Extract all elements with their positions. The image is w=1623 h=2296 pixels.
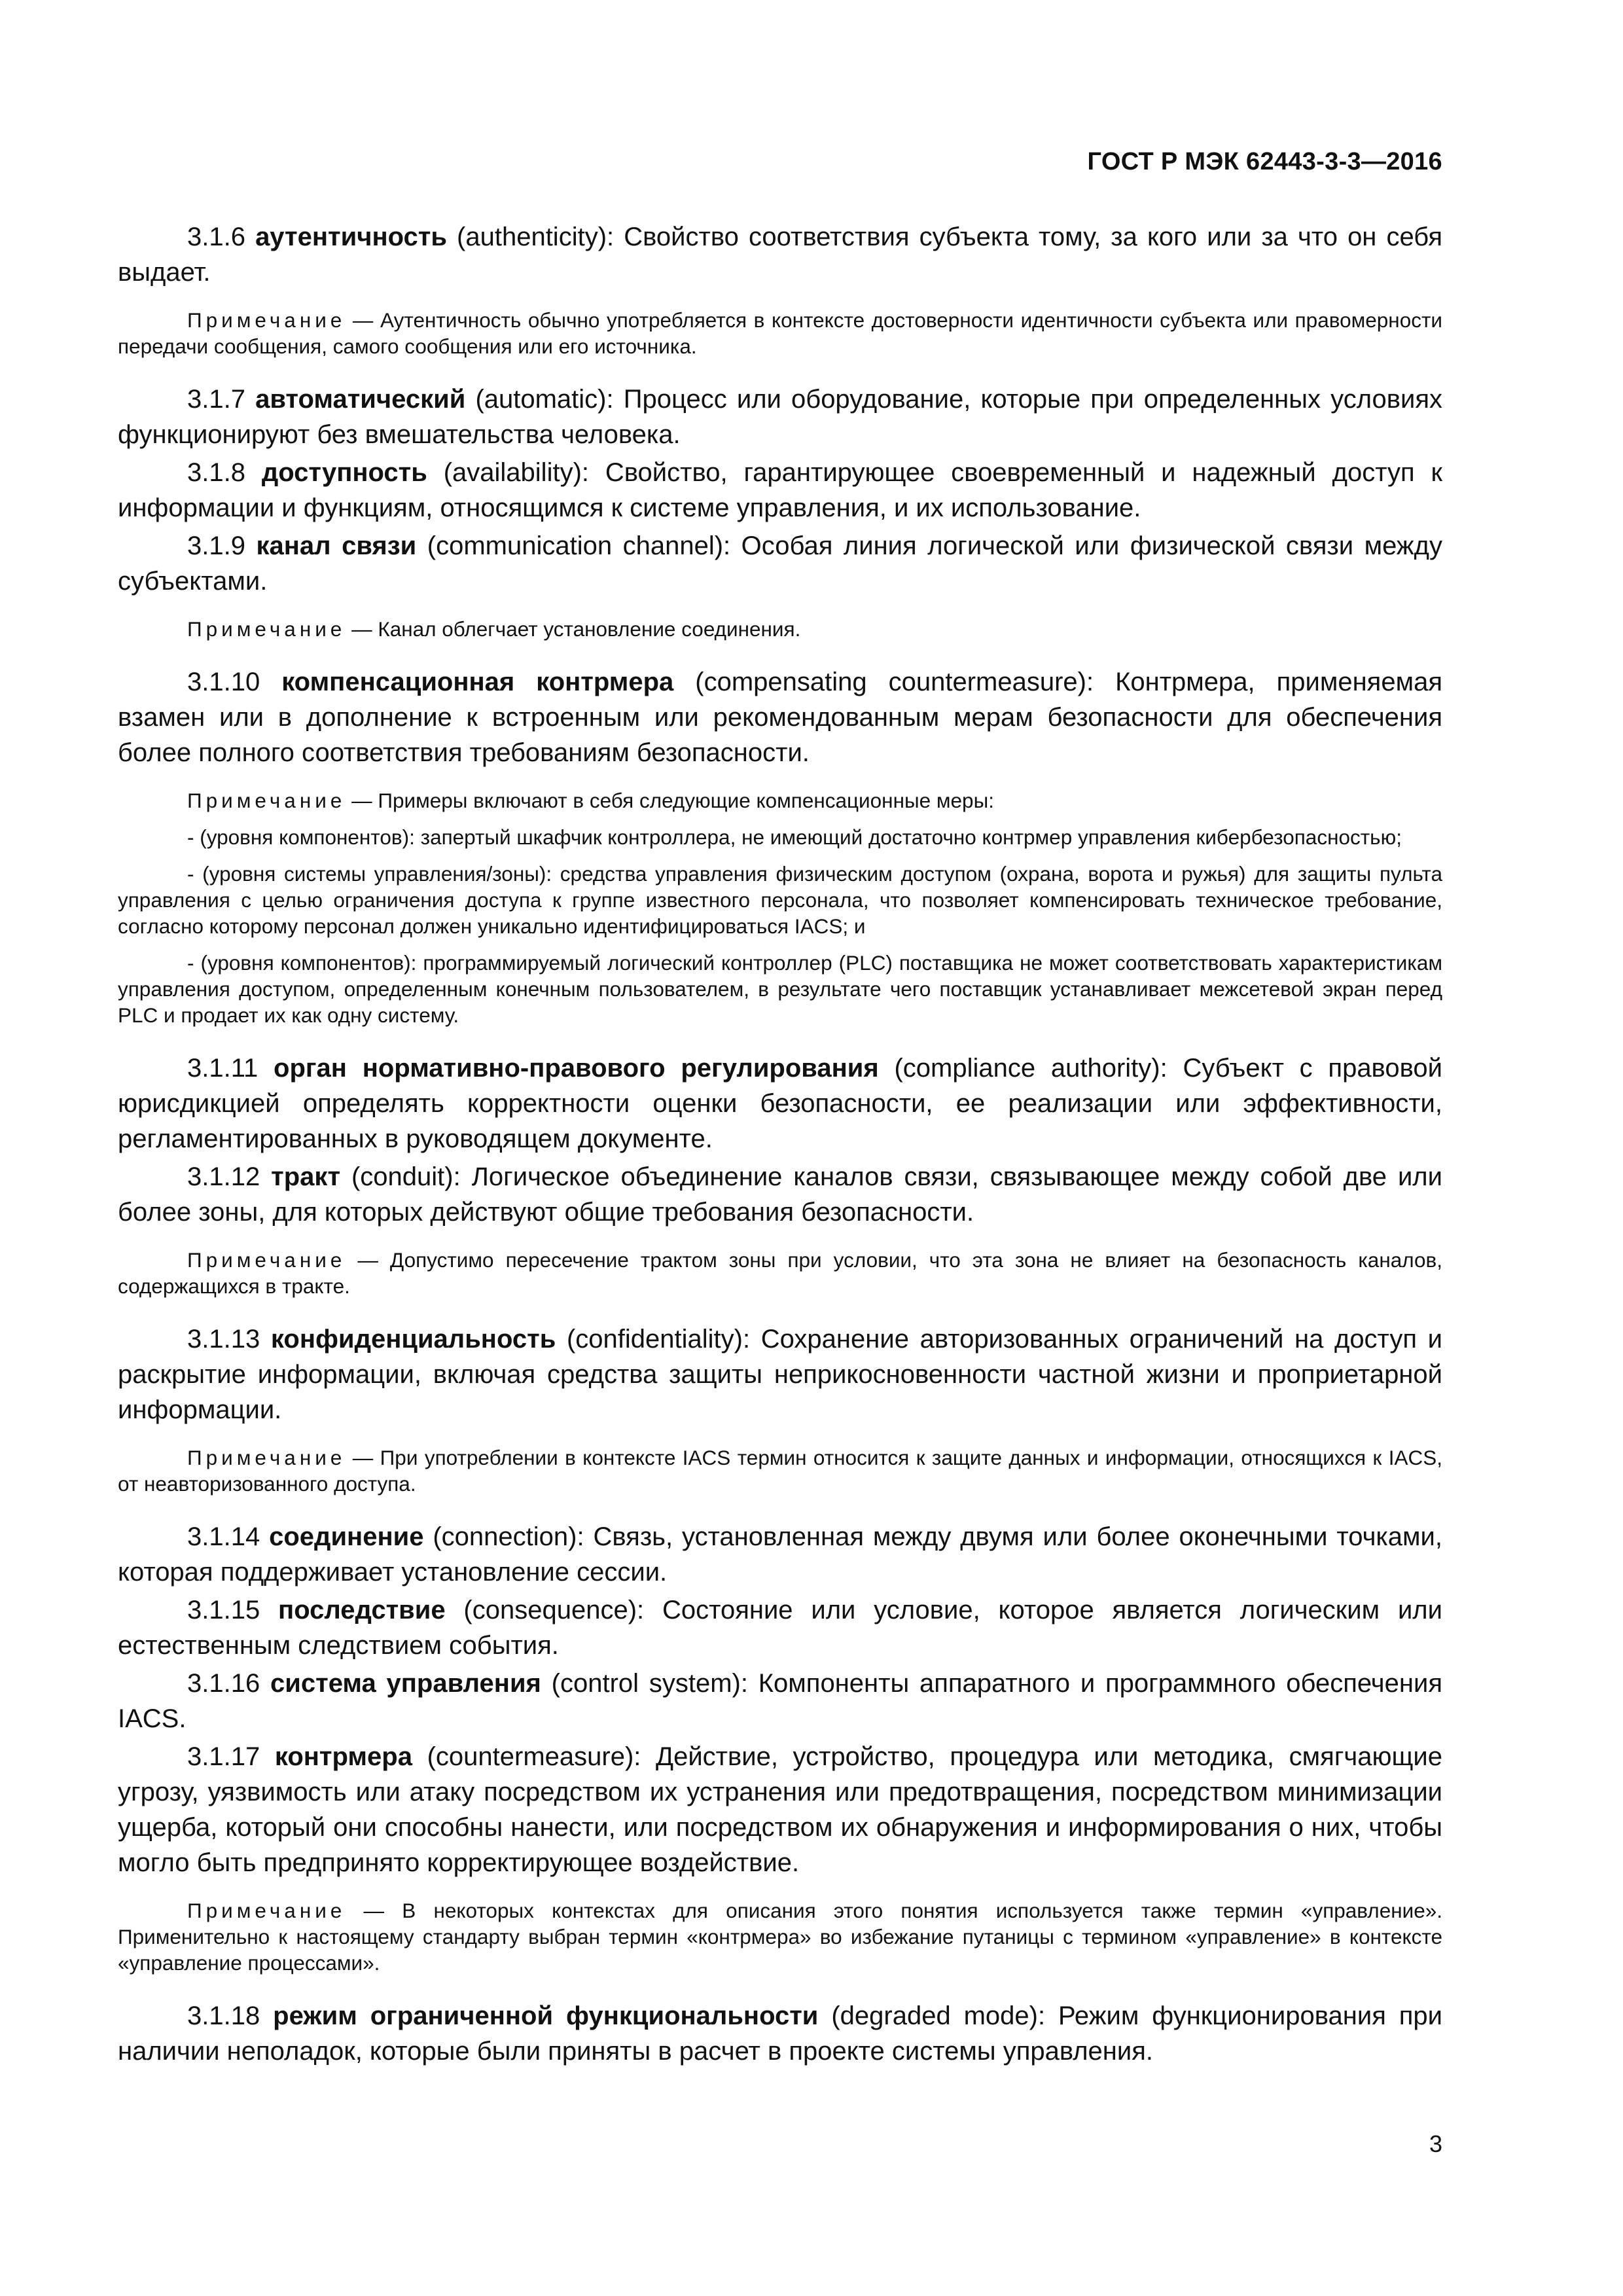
term-english: (connection) <box>433 1522 577 1551</box>
term-number: 3.1.9 <box>187 531 245 560</box>
term-english: (control system) <box>551 1669 741 1698</box>
term-english: (communication channel) <box>427 531 724 560</box>
term-name: автоматический <box>255 385 466 414</box>
term-definition: : Логическое объединение каналов связи, связывающее между собой две или более зоны, для которых действуют общие требования безопасности. <box>118 1162 1442 1227</box>
note-label: Примечание <box>187 1899 346 1922</box>
term-name: доступность <box>261 458 427 487</box>
term-name: аутентичность <box>255 223 447 251</box>
term-name: тракт <box>271 1162 341 1191</box>
term-definition: : Режим функционирования при наличии неполадок, которые были приняты в расчет в проекте системы управления. <box>118 2001 1443 2066</box>
term-number: 3.1.8 <box>187 458 245 487</box>
term-name: система управления <box>270 1669 541 1698</box>
term-entry <box>118 1666 1442 1736</box>
term-definition: : Свойство соответствия субъекта тому, за кого или за что он себя выдает. <box>118 223 1442 287</box>
note-list-item: - (уровня системы управления/зоны): средства управления физическим доступом (охрана, ворота и ружья) для защиты пульта управления с целью ограничения доступа к группе известного персонала, что позволяет компенсировать техническое требование, согласно которому персонал должен уникально идентифицироваться IACS; и <box>118 862 1442 938</box>
term-entry <box>118 1519 1442 1590</box>
document-header: ГОСТ Р МЭК 62443-3-3—2016 <box>1087 148 1442 175</box>
term-english: (degraded mode) <box>831 2001 1038 2030</box>
note-label: Примечание <box>187 617 346 641</box>
term-english: (confidentiality) <box>566 1325 743 1354</box>
term-number: 3.1.14 <box>187 1522 260 1551</box>
term-number: 3.1.16 <box>187 1669 260 1698</box>
term-name: конфиденциальность <box>270 1325 556 1354</box>
term-entry <box>118 528 1442 599</box>
term-name: режим ограниченной функциональности <box>273 2001 819 2030</box>
term-number: 3.1.7 <box>187 385 245 414</box>
note-label: Примечание <box>187 789 346 812</box>
term-entry <box>118 1050 1442 1157</box>
term-definition: : Процесс или оборудование, которые при определенных условиях функционируют без вмешательства человека. <box>118 385 1442 449</box>
note <box>118 787 1442 814</box>
note-text: — При употреблении в контексте IACS термин относится к защите данных и информации, относящихся к IACS, от неавторизованного доступа. <box>118 1446 1442 1496</box>
term-definition: : Компоненты аппаратного и программного обеспечения IACS. <box>118 1669 1442 1733</box>
term-english: (authenticity) <box>457 223 607 251</box>
note-list-item: - (уровня компонентов): программируемый логический контроллер (PLC) поставщика не может соответствовать характеристикам управления доступом, определенным конечным пользователем, в результате чего поставщик устанавливает межсетевой экран перед PLC и продает их как одну систему. <box>118 951 1442 1027</box>
term-entry <box>118 1998 1442 2069</box>
term-english: (countermeasure) <box>427 1742 634 1771</box>
note-list-item: - (уровня компонентов): запертый шкафчик контроллера, не имеющий достаточно контрмер управления кибербезопасностью; <box>187 825 1402 849</box>
term-number: 3.1.18 <box>187 2001 260 2030</box>
term-english: (availability) <box>443 458 582 487</box>
term-name: канал связи <box>256 531 417 560</box>
note <box>118 1444 1442 1497</box>
term-english: (conduit) <box>351 1162 454 1191</box>
term-entry <box>118 1739 1442 1880</box>
term-definition: : Действие, устройство, процедура или методика, смягчающие угрозу, уязвимость или атаку посредством их устранения или предотвращения, посредством минимизации ущерба, который они способны нанести, или посредством их обнаружения и информирования о них, чтобы могло быть предпринято корректирующее воздействие. <box>118 1742 1442 1877</box>
term-name: контрмера <box>274 1742 412 1771</box>
term-definition: : Контрмера, применяемая взамен или в дополнение к встроенным или рекомендованным мерам безопасности для обеспечения более полного соответствия требованиям безопасности. <box>118 668 1442 767</box>
term-english: (automatic) <box>475 385 607 414</box>
note <box>118 1897 1442 1976</box>
term-definition: : Сохранение авторизованных ограничений на доступ и раскрытие информации, включая средства защиты неприкосновенности частной жизни и проприетарной информации. <box>118 1325 1442 1424</box>
term-entry <box>118 455 1442 526</box>
term-entry <box>118 219 1442 290</box>
note-text: — Примеры включают в себя следующие компенсационные меры: <box>351 789 994 812</box>
term-definition: : Свойство, гарантирующее своевременный и надежный доступ к информации и функциям, относящимся к системе управления, и их использование. <box>118 458 1442 522</box>
term-name: орган нормативно-правового регулирования <box>274 1054 879 1083</box>
note-text: — Допустимо пересечение трактом зоны при условии, что эта зона не влияет на безопасность каналов, содержащихся в тракте. <box>118 1248 1442 1298</box>
term-entry <box>118 1321 1442 1427</box>
term-entry <box>118 1592 1442 1663</box>
term-entry <box>118 382 1442 452</box>
note-text: — Аутентичность обычно употребляется в контексте достоверности идентичности субъекта или правомерности передачи сообщения, самого сообщения или его источника. <box>118 308 1442 358</box>
term-number: 3.1.13 <box>187 1325 260 1354</box>
note <box>118 307 1442 359</box>
note-text: — Канал облегчает установление соединения. <box>351 617 801 641</box>
note <box>118 616 1442 642</box>
note-label: Примечание <box>187 1446 346 1469</box>
term-number: 3.1.6 <box>187 223 245 251</box>
term-number: 3.1.11 <box>187 1054 259 1083</box>
term-number: 3.1.10 <box>187 668 260 696</box>
term-entry <box>118 664 1442 770</box>
term-number: 3.1.17 <box>187 1742 260 1771</box>
note-label: Примечание <box>187 308 346 332</box>
term-entry <box>118 1159 1442 1230</box>
term-definition: : Связь, установленная между двумя или более оконечными точками, которая поддерживает установление сессии. <box>118 1522 1442 1587</box>
document-body <box>118 219 1442 2069</box>
term-number: 3.1.15 <box>187 1596 260 1624</box>
note <box>118 1247 1442 1299</box>
term-name: компенсационная контрмера <box>281 668 674 696</box>
term-name: соединение <box>269 1522 424 1551</box>
term-english: (compensating countermeasure) <box>695 668 1086 696</box>
term-number: 3.1.12 <box>187 1162 260 1191</box>
term-english: (compliance authority) <box>894 1054 1160 1083</box>
term-definition: : Состояние или условие, которое является логическим или естественным следствием события. <box>118 1596 1442 1660</box>
page-number: 3 <box>1429 2130 1442 2157</box>
note-label: Примечание <box>187 1248 346 1272</box>
term-definition: : Особая линия логической или физической связи между субъектами. <box>118 531 1442 596</box>
term-name: последствие <box>278 1596 446 1624</box>
note-text: — В некоторых контекстах для описания этого понятия используется также термин «управление». Применительно к настоящему стандарту выбран термин «контрмера» во избежание путаницы с термином «управление» в контексте «управление процессами». <box>118 1899 1442 1975</box>
term-english: (consequence) <box>463 1596 637 1624</box>
term-definition: : Субъект с правовой юрисдикцией определять корректности оценки безопасности, ее реализации или эффективности, регламентированных в руководящем документе. <box>118 1054 1442 1153</box>
